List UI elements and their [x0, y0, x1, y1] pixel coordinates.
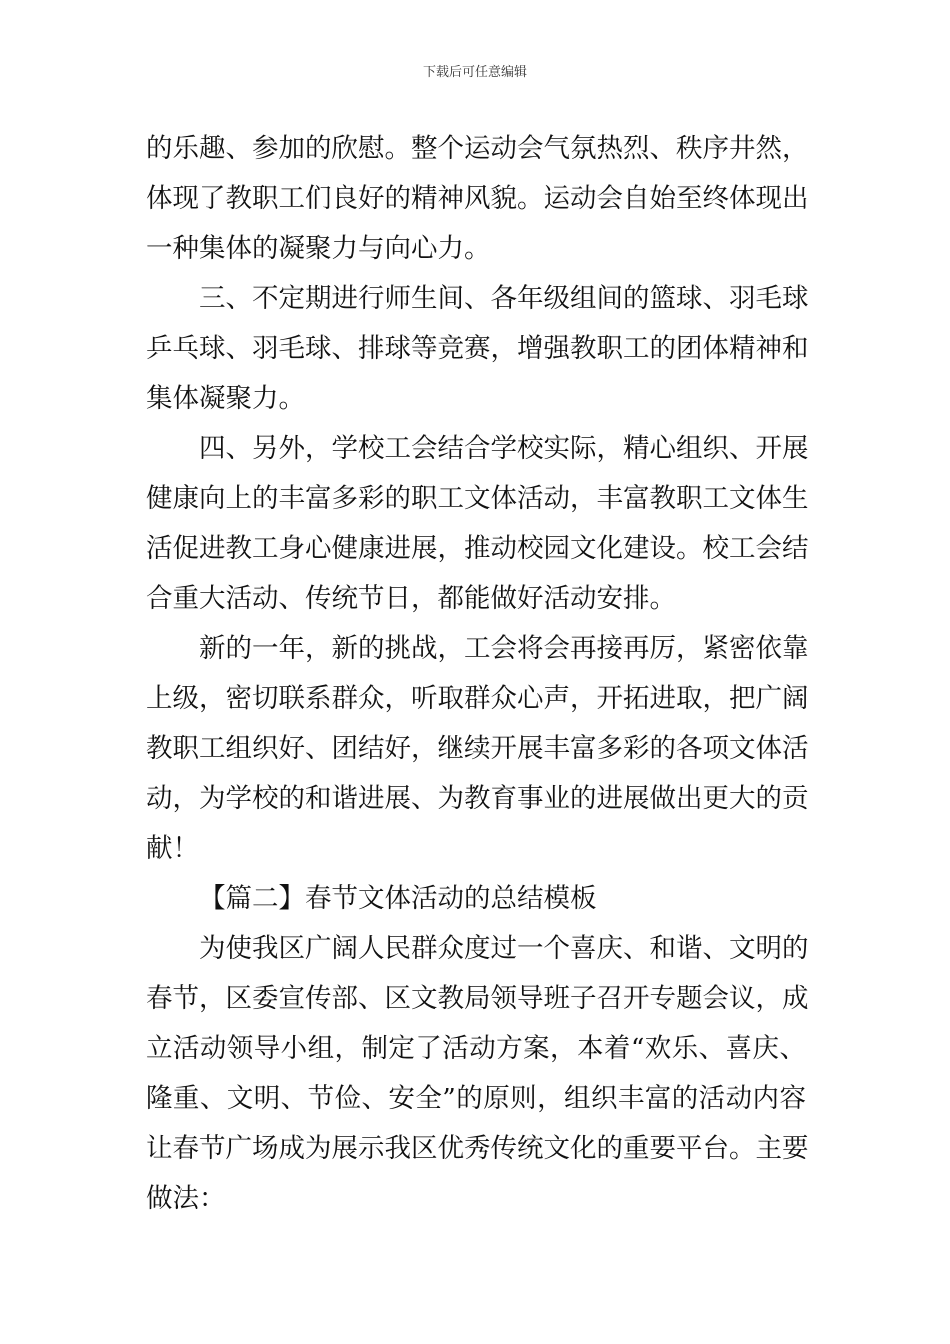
text-line: 合重大活动、传统节日，都能做好活动安排。	[146, 583, 676, 614]
paragraph-start-line: 三、不定期进行师生间、各年级组间的篮球、羽毛球	[199, 283, 809, 314]
paragraph-start-line: 新的一年，新的挑战，工会将会再接再厉，紧密依靠	[199, 633, 809, 664]
text-line: 的乐趣、参加的欣慰。整个运动会气氛热烈、秩序井然，	[146, 133, 809, 164]
text-line: 动，为学校的和谐进展、为教育事业的进展做出更大的贡	[146, 783, 809, 814]
text-line: 健康向上的丰富多彩的职工文体活动，丰富教职工文体生	[146, 483, 809, 514]
paragraph-start-line: 四、另外，学校工会结合学校实际，精心组织、开展	[199, 433, 809, 464]
page-header-note: 下载后可任意编辑	[422, 65, 527, 80]
text-line: 集体凝聚力。	[146, 383, 305, 414]
text-line: 献！	[146, 833, 199, 864]
text-line: 立活动领导小组，制定了活动方案，本着“欢乐、喜庆、	[146, 1033, 806, 1064]
text-line: 乒乓球、羽毛球、排球等竞赛，增强教职工的团体精神和	[146, 333, 809, 364]
text-line: 春节，区委宣传部、区文教局领导班子召开专题会议，成	[146, 983, 809, 1014]
paragraph-start-line: 为使我区广阔人民群众度过一个喜庆、和谐、文明的	[199, 933, 809, 964]
text-line: 隆重、文明、节俭、安全”的原则，组织丰富的活动内容	[146, 1083, 806, 1114]
text-line: 上级，密切联系群众，听取群众心声，开拓进取，把广阔	[146, 683, 809, 714]
text-line: 一种集体的凝聚力与向心力。	[146, 233, 491, 264]
text-line: 做法：	[146, 1183, 226, 1214]
text-line: 体现了教职工们良好的精神风貌。运动会自始至终体现出	[146, 183, 809, 214]
text-line: 让春节广场成为展示我区优秀传统文化的重要平台。主要	[146, 1133, 809, 1164]
document-body	[146, 124, 809, 1224]
text-line: 活促进教工身心健康进展，推动校园文化建设。校工会结	[146, 533, 809, 564]
text-line: 教职工组织好、团结好，继续开展丰富多彩的各项文体活	[146, 733, 809, 764]
section-heading: 【篇二】春节文体活动的总结模板	[199, 883, 597, 914]
